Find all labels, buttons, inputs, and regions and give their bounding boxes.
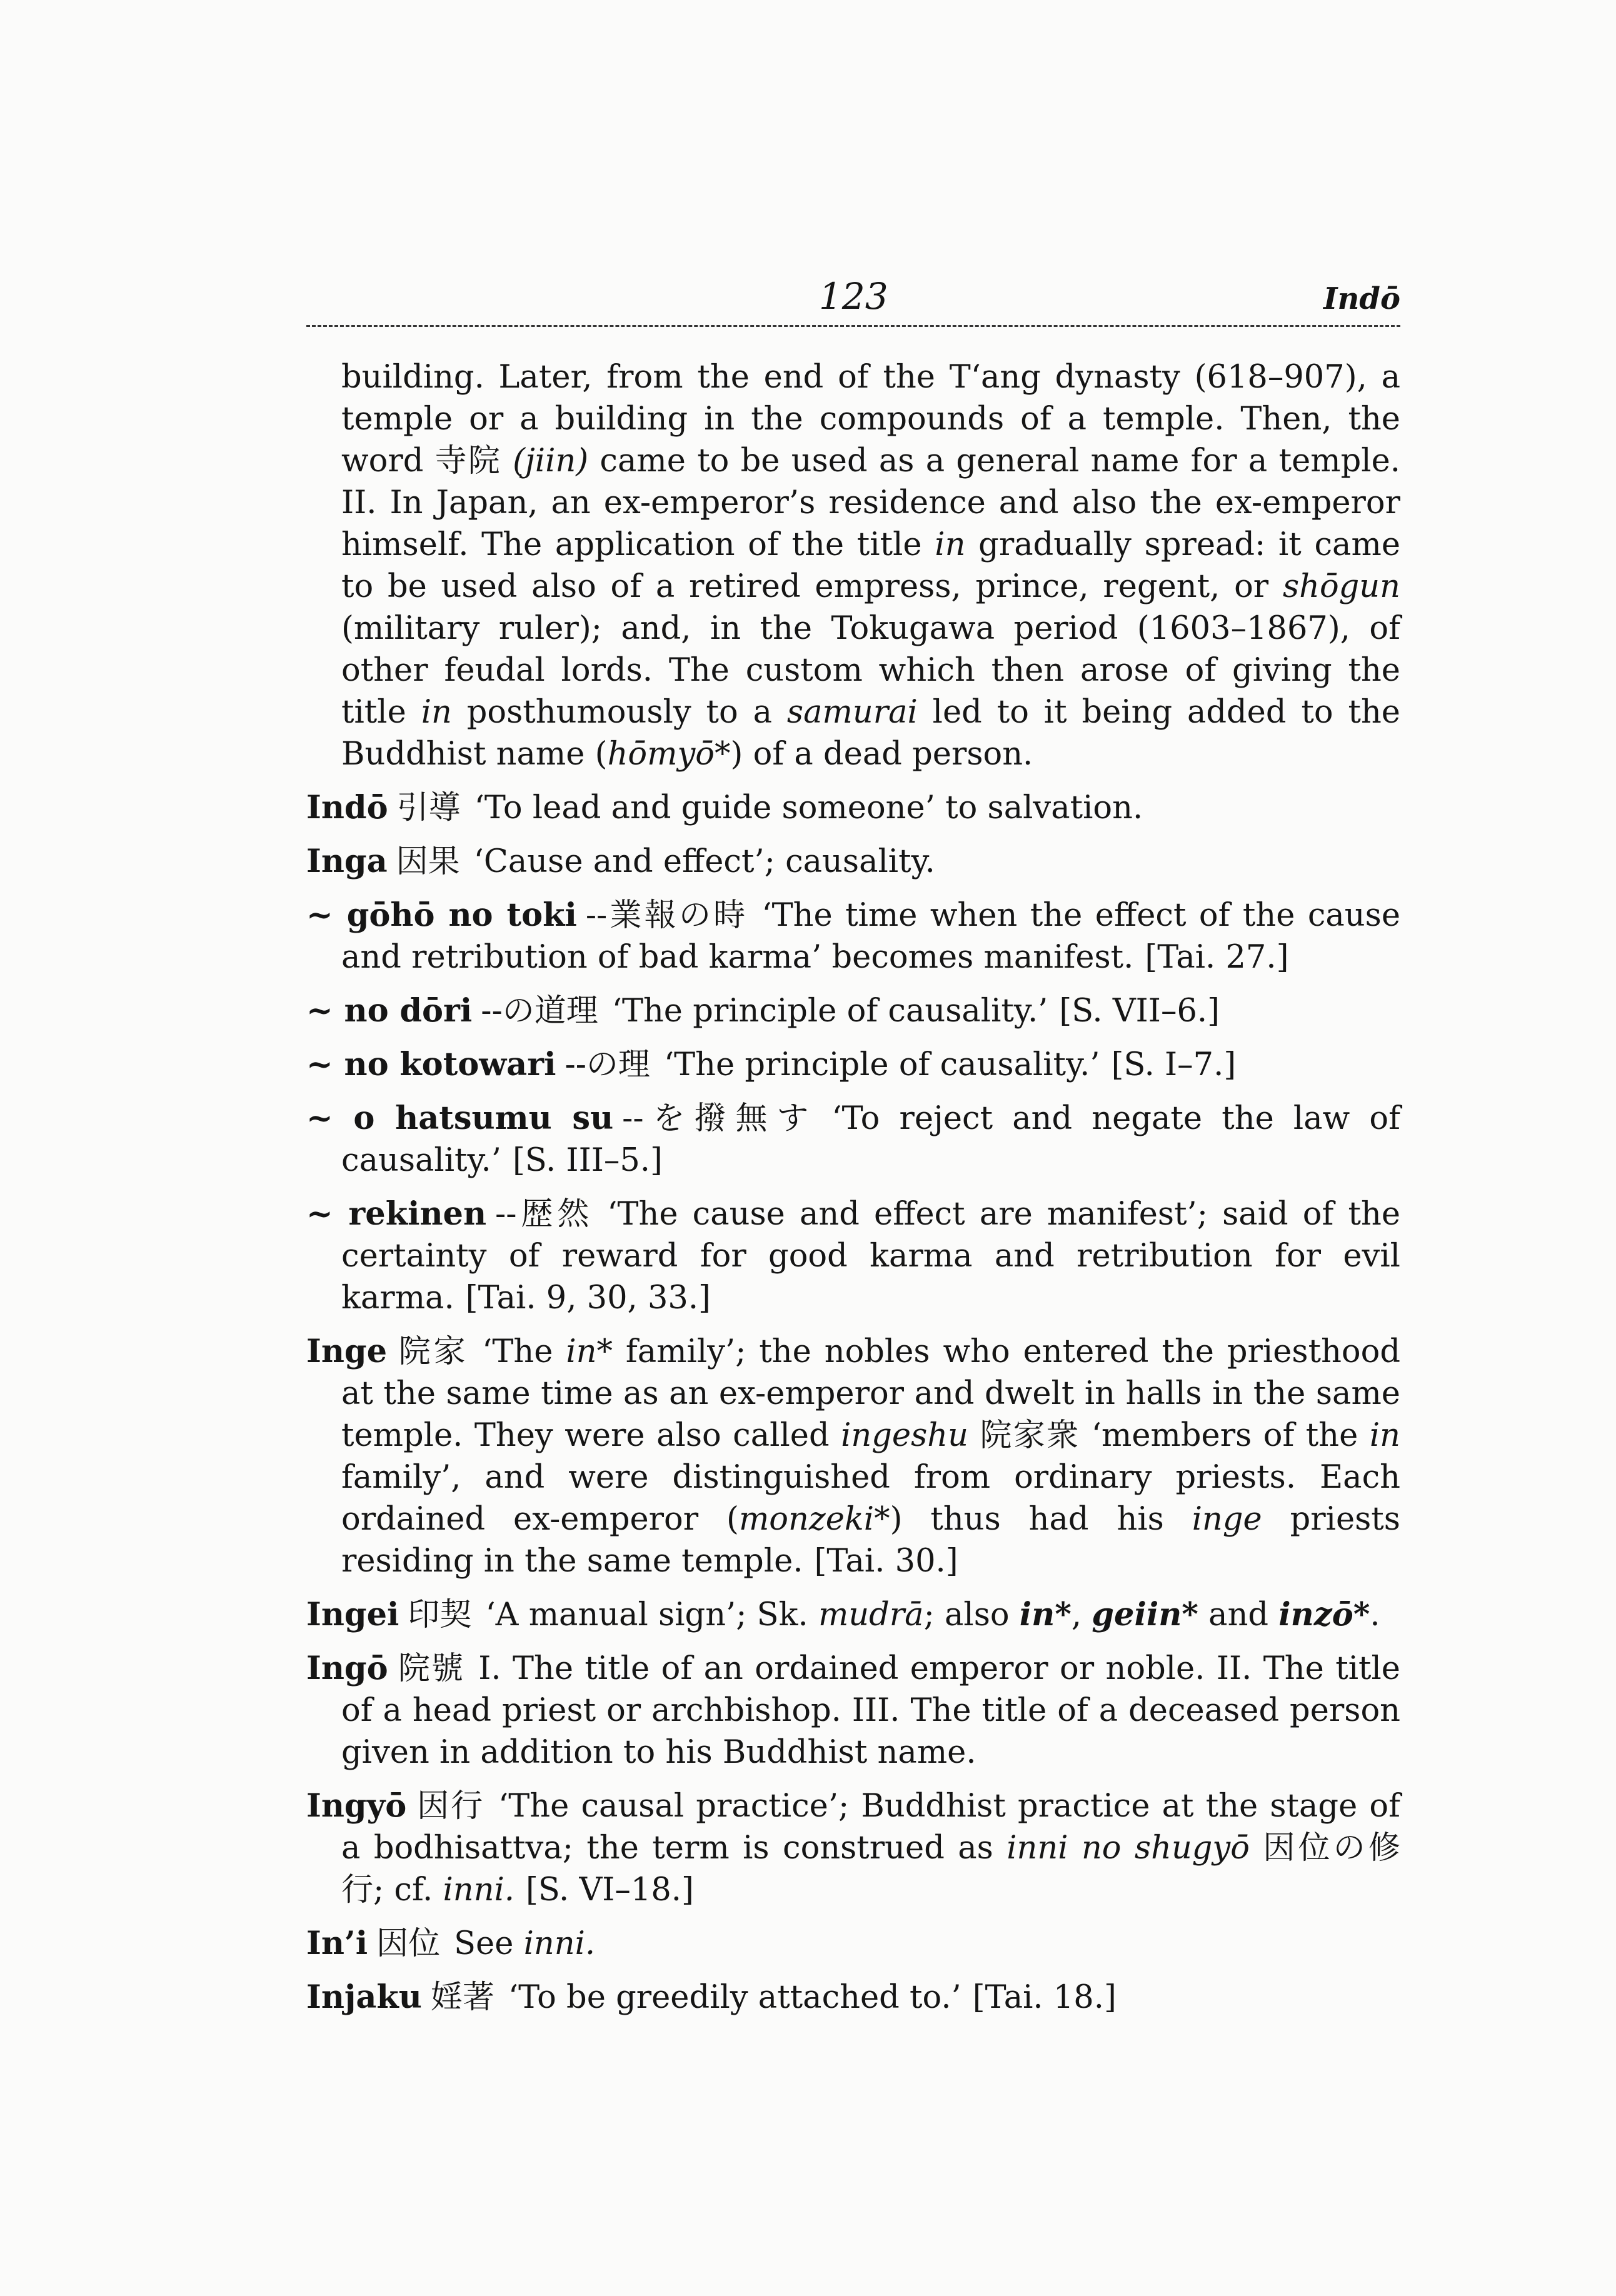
definition: ‘The principle of causality.’ bbox=[611, 993, 1048, 1030]
headword: Indō bbox=[306, 789, 388, 826]
entry-inga-goho-no-toki bbox=[306, 895, 1400, 978]
headword: ~ rekinen bbox=[306, 1195, 487, 1233]
kanji: 因果 bbox=[396, 843, 460, 880]
running-head: Indō bbox=[1323, 281, 1400, 316]
entry-inga-no-dori bbox=[306, 990, 1400, 1032]
reference: [Tai. 9, 30, 33.] bbox=[465, 1280, 711, 1316]
reference: [S. III–5.] bbox=[512, 1142, 663, 1179]
entry-injaku bbox=[306, 1977, 1400, 2018]
headword: Inga bbox=[306, 843, 388, 880]
kanji: 印契 bbox=[408, 1597, 472, 1633]
kanji: 引導 bbox=[396, 790, 461, 826]
definition: ‘To be greedily attached to.’ bbox=[508, 1979, 961, 2016]
kanji: 因行 bbox=[415, 1788, 485, 1825]
kanji: 婬著 bbox=[430, 1979, 494, 2016]
kanji: 院家 bbox=[396, 1333, 469, 1370]
entry-inga bbox=[306, 841, 1400, 883]
kanji: --業報の時 bbox=[585, 897, 748, 934]
definition: ‘The cause and effect are manifest’; said of the certainty of reward for good karma and retribution for evil karma. bbox=[341, 1196, 1400, 1316]
headword: ~ no kotowari bbox=[306, 1046, 556, 1083]
reference: [S. VI–18.] bbox=[526, 1872, 694, 1908]
reference: [S. VII–6.] bbox=[1059, 993, 1220, 1030]
headword: ~ no dōri bbox=[306, 992, 473, 1030]
headword: Inge bbox=[306, 1333, 388, 1370]
header-rule bbox=[306, 325, 1400, 327]
headword: In’i bbox=[306, 1925, 368, 1962]
headword: Injaku bbox=[306, 1978, 422, 2016]
definition: ‘To lead and guide someone’ to salvation. bbox=[474, 790, 1143, 826]
headword: Ingyō bbox=[306, 1787, 407, 1825]
definition: ‘Cause and effect’; causality. bbox=[473, 843, 935, 880]
entry-inga-rekinen bbox=[306, 1193, 1400, 1319]
kanji: 院號 bbox=[396, 1650, 465, 1687]
headword: ~ gōhō no toki bbox=[306, 896, 577, 934]
headword: ~ o hatsumu su bbox=[306, 1100, 614, 1137]
reference: [Tai. 30.] bbox=[814, 1543, 958, 1580]
entry-ingo bbox=[306, 1648, 1400, 1773]
definition: ‘To reject and negate the law of causality.’ bbox=[341, 1100, 1401, 1179]
entry-continuation: building. Later, from the end of the T‘ang dynasty (618–907), a temple or a building in the compounds of a temple. Then, the word 寺院 (jiin) came to be used as a general name for a temple. II. In Japan, an ex-emperor’s residence and also the ex-emperor himself. The application of the title in gradually spread: it came to be used also of a retired empress, prince, regent, or shōgun (military ruler); and, in the Tokugawa period (1603–1867), of other feudal lords. The custom which then arose of giving the title in posthumously to a samurai led to it being added to the Buddhist name (hōmyō*) of a dead person. bbox=[341, 359, 1400, 773]
kanji: --歴然 bbox=[495, 1196, 594, 1233]
entry-indo bbox=[306, 787, 1400, 829]
entry-ingyo: Ingyō 因行 ‘The causal practice’; Buddhist practice at the stage of a bodhisattva; the term is construed as inni no shugyō 因位の修行; cf. inni. [S. VI–18.] bbox=[306, 1787, 1400, 1908]
entry-inga-o-hatsumu-su bbox=[306, 1098, 1400, 1181]
page-number: 123 bbox=[819, 275, 888, 318]
kanji: --の理 bbox=[565, 1046, 650, 1083]
kanji: --の道理 bbox=[481, 993, 598, 1030]
headword: Ingei bbox=[306, 1596, 399, 1633]
reference: [Tai. 18.] bbox=[972, 1979, 1117, 2016]
page-header bbox=[306, 275, 1400, 325]
entry-inge: Inge 院家 ‘The in* family’; the nobles who entered the priesthood at the same time as an ex-emperor and dwelt in halls in the same temple. They were also called ingeshu 院家衆 ‘members of the in family’, and were distinguished from ordinary priests. Each ordained ex-emperor (monzeki*) thus had his inge priests residing in the same temple. [Tai. 30.] bbox=[306, 1333, 1400, 1580]
headword: Ingō bbox=[306, 1650, 388, 1687]
definition: I. The title of an ordained emperor or noble. II. The title of a head priest or archbishop. III. The title of a deceased person given in addition to his Buddhist name. bbox=[341, 1650, 1400, 1771]
reference: [Tai. 27.] bbox=[1145, 939, 1289, 976]
kanji: 因位 bbox=[376, 1925, 441, 1962]
entries-list bbox=[306, 356, 1400, 2030]
reference: [S. I–7.] bbox=[1111, 1046, 1237, 1083]
entry-ingei: Ingei 印契 ‘A manual sign’; Sk. mudrā; also in*, geiin* and inzō*. bbox=[306, 1596, 1380, 1633]
entry-ini: In’i 因位 See inni. bbox=[306, 1925, 596, 1962]
definition: ‘The time when the effect of the cause and retribution of bad karma’ becomes manifest. bbox=[341, 897, 1401, 976]
definition: ‘The principle of causality.’ bbox=[663, 1046, 1100, 1083]
kanji: --を撥無す bbox=[622, 1100, 818, 1137]
entry-inga-no-kotowari bbox=[306, 1044, 1400, 1086]
